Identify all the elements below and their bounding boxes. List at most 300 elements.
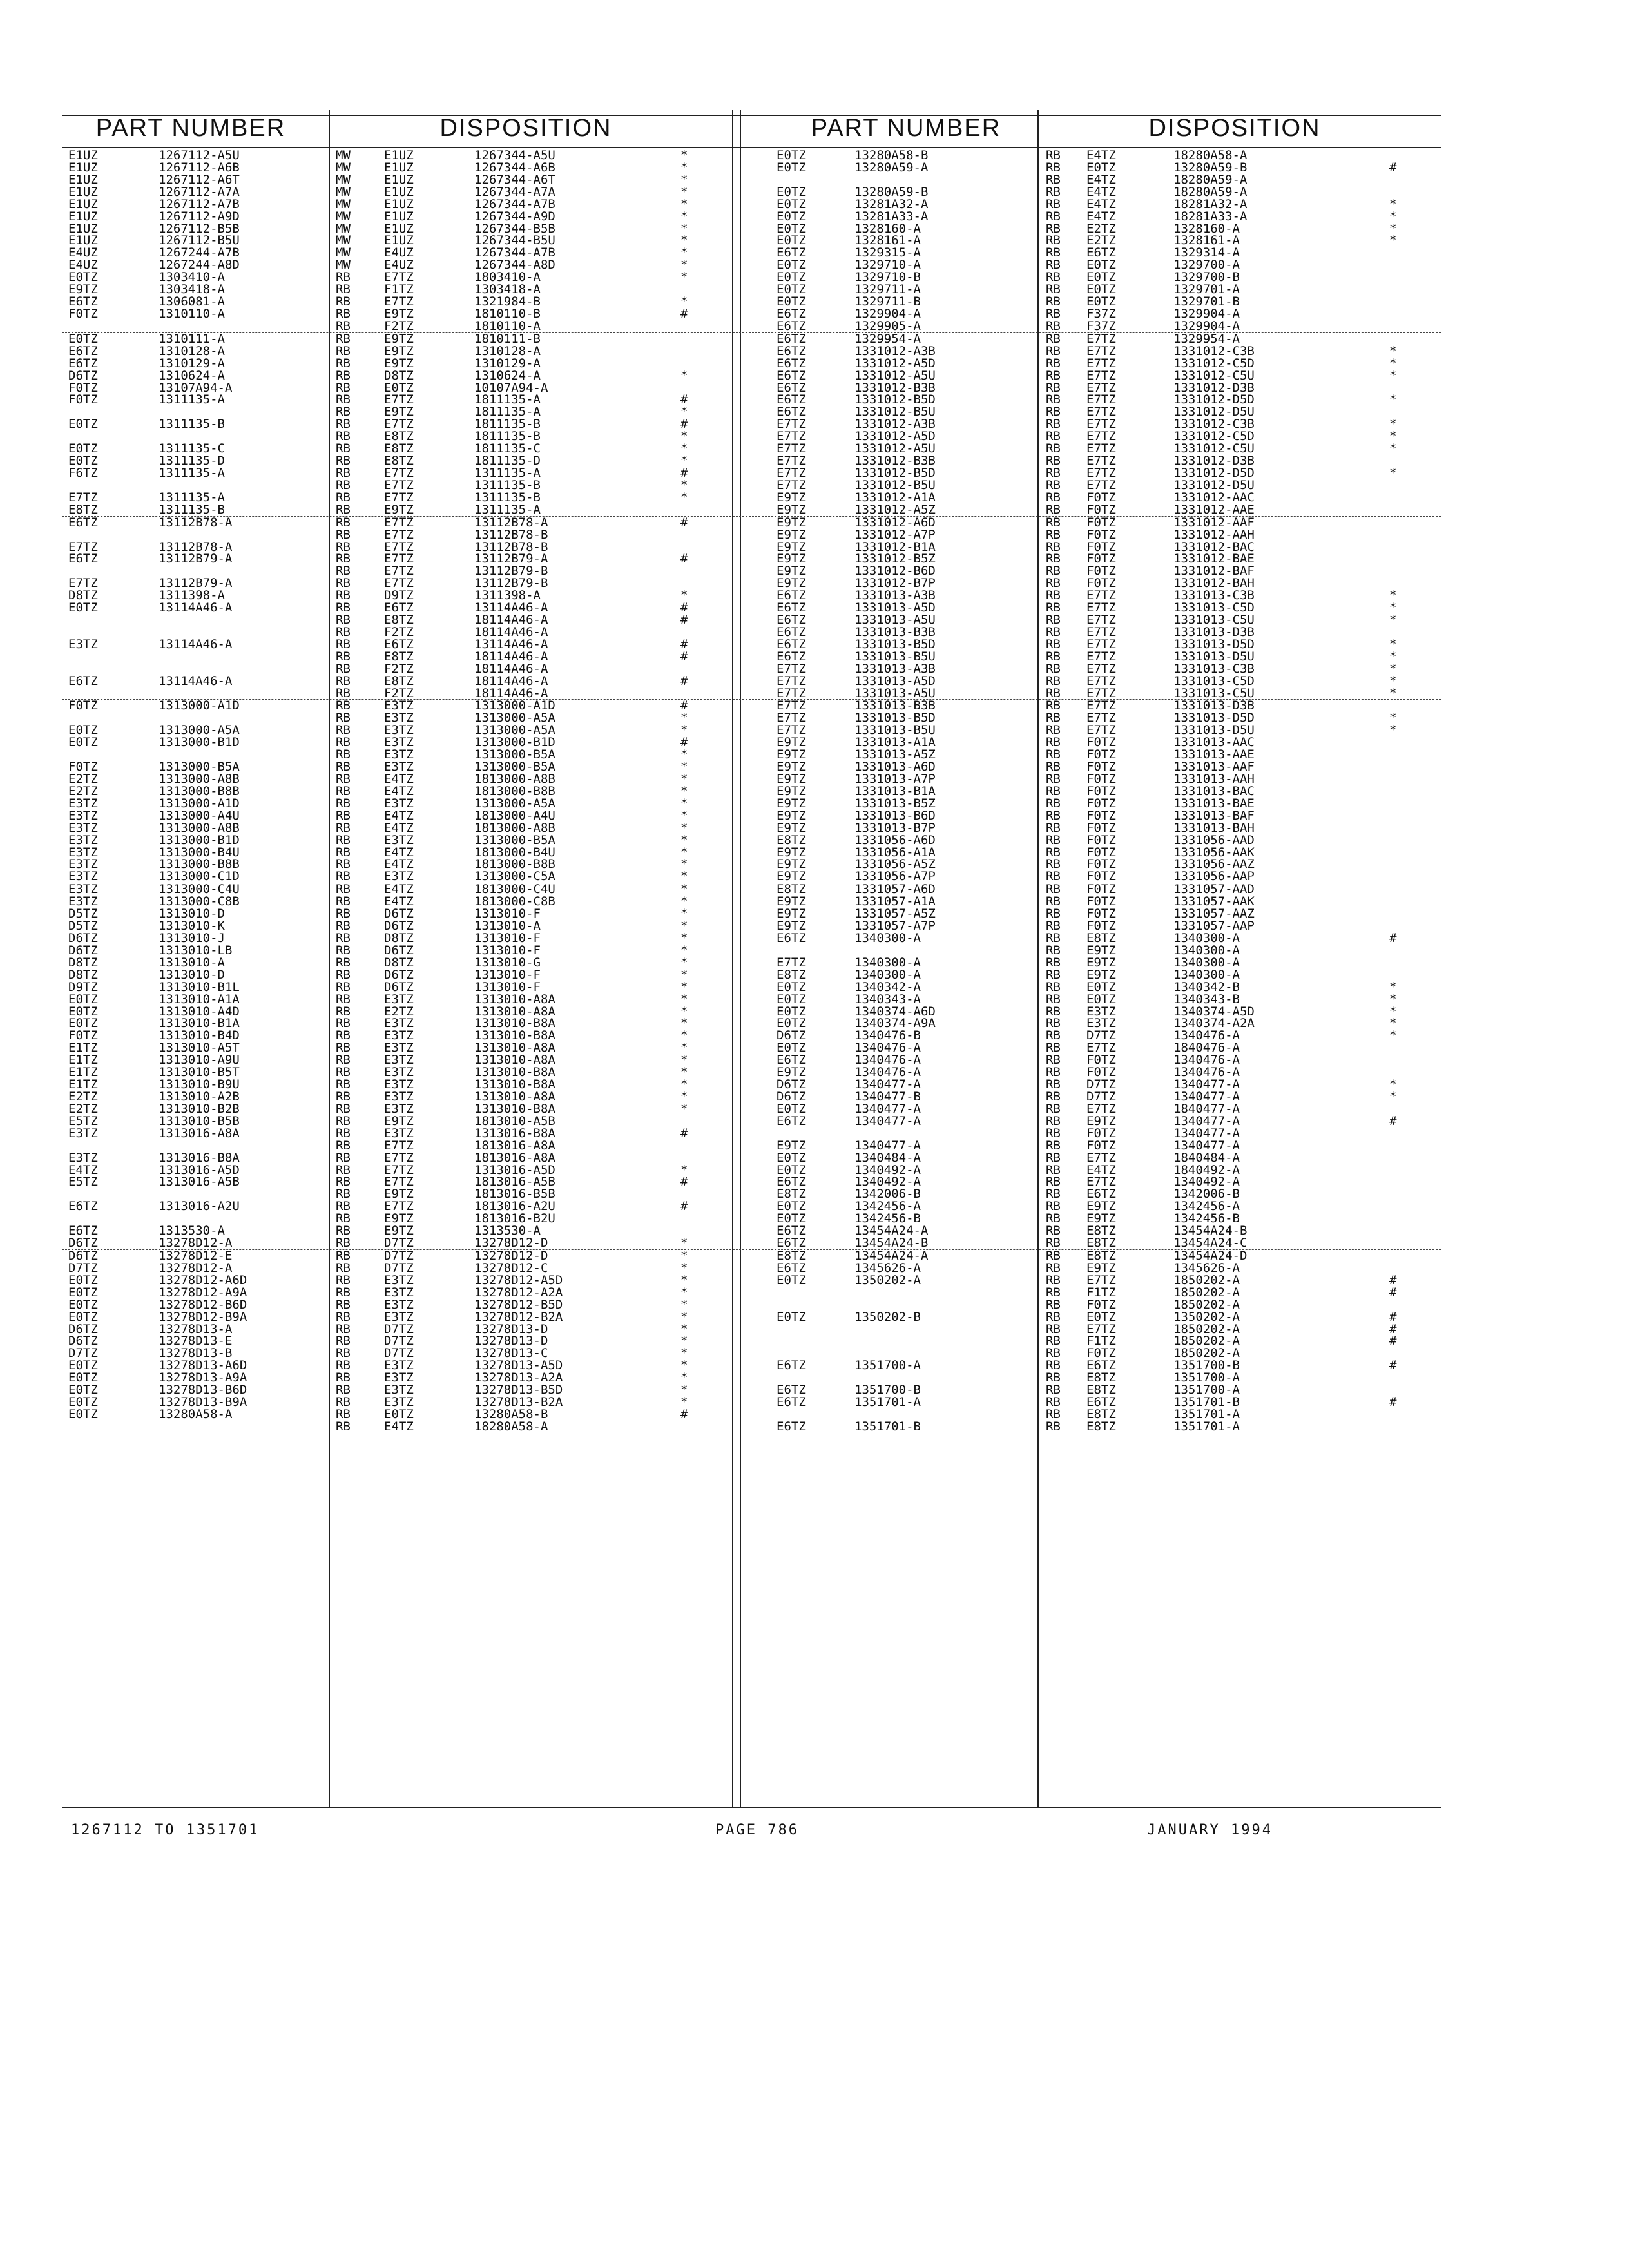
left-disp-prefix: F1TZ	[384, 282, 414, 297]
right-prefix: E8TZ	[776, 1187, 806, 1202]
right-disp-prefix: E7TZ	[1086, 477, 1116, 492]
left-code: RB	[336, 527, 351, 542]
left-disp-prefix: D8TZ	[384, 368, 414, 383]
right-disp-prefix: E7TZ	[1086, 698, 1116, 713]
left-prefix: E1UZ	[68, 197, 98, 211]
left-disp-part: 13278D13-D	[474, 1334, 548, 1349]
table-row	[62, 186, 1441, 198]
left-part-number: 13112B78-A	[159, 515, 233, 530]
right-disp-part: 1331013-D5U	[1173, 649, 1255, 664]
right-disp-part: 1331013-D5D	[1173, 711, 1255, 726]
left-code: RB	[336, 882, 351, 897]
right-disp-prefix: D7TZ	[1086, 1028, 1116, 1043]
left-disp-part: 18114A46-A	[474, 673, 548, 688]
left-code: RB	[336, 392, 351, 407]
right-disp-part: 1331012-BAF	[1173, 564, 1255, 579]
left-prefix: E1TZ	[68, 1041, 98, 1055]
left-disp-prefix: E9TZ	[384, 1113, 414, 1128]
right-prefix: E7TZ	[776, 711, 806, 726]
left-disp-part: 1267344-A7B	[474, 245, 555, 260]
right-code: RB	[1046, 808, 1061, 823]
right-mark: *	[1389, 1016, 1397, 1031]
right-mark: #	[1389, 931, 1397, 945]
left-code: RB	[336, 1224, 351, 1238]
right-mark: *	[1389, 1089, 1397, 1104]
right-disp-part: 1331057-AAP	[1173, 919, 1255, 934]
left-mark: *	[680, 1236, 688, 1251]
table-row	[62, 516, 1441, 529]
right-disp-prefix: E8TZ	[1086, 1248, 1116, 1263]
right-code: RB	[1046, 417, 1061, 432]
right-disp-prefix: F0TZ	[1086, 564, 1116, 579]
left-disp-prefix: E3TZ	[384, 1101, 414, 1116]
footer-range: 1267112 TO 1351701	[71, 1822, 260, 1838]
left-code: RB	[336, 1297, 351, 1312]
left-mark: *	[680, 1285, 688, 1300]
left-code: RB	[336, 907, 351, 921]
left-code: RB	[336, 1199, 351, 1214]
left-mark: *	[680, 832, 688, 847]
left-prefix: E0TZ	[68, 723, 98, 738]
left-part-number: 1306081-A	[159, 294, 225, 309]
left-prefix: E3TZ	[68, 808, 98, 823]
right-part-number: 1331013-B7P	[854, 820, 936, 835]
right-disp-prefix: E7TZ	[1086, 624, 1116, 639]
right-part-number: 1331012-A5U	[854, 368, 936, 383]
right-code: RB	[1046, 1346, 1061, 1361]
right-disp-prefix: E0TZ	[1086, 979, 1116, 994]
right-disp-part: 1331056-AAK	[1173, 845, 1255, 860]
right-part-number: 1340476-A	[854, 1053, 921, 1068]
right-prefix: E0TZ	[776, 1211, 806, 1226]
left-disp-prefix: E8TZ	[384, 613, 414, 628]
right-prefix: E8TZ	[776, 967, 806, 982]
left-code: RB	[336, 405, 351, 419]
right-prefix: E0TZ	[776, 209, 806, 224]
right-mark: *	[1389, 368, 1397, 383]
right-code: RB	[1046, 1162, 1061, 1177]
left-part-number: 1311135-B	[159, 417, 225, 432]
right-disp-part: 13280A59-B	[1173, 160, 1248, 175]
left-mark: *	[680, 772, 688, 787]
right-disp-prefix: E7TZ	[1086, 429, 1116, 444]
left-disp-prefix: E3TZ	[384, 992, 414, 1006]
left-disp-prefix: E7TZ	[384, 392, 414, 407]
right-code: RB	[1046, 760, 1061, 774]
right-disp-part: 1329904-A	[1173, 306, 1240, 321]
right-code: RB	[1046, 539, 1061, 554]
right-disp-part: 1331013-C5U	[1173, 613, 1255, 628]
left-disp-part: 1311398-A	[474, 588, 541, 603]
left-disp-prefix: E3TZ	[384, 1370, 414, 1385]
right-disp-prefix: E7TZ	[1086, 343, 1116, 358]
left-mark: #	[680, 735, 688, 750]
right-part-number: 13281A32-A	[854, 197, 929, 211]
right-disp-part: 1328161-A	[1173, 233, 1240, 248]
left-disp-prefix: E4TZ	[384, 894, 414, 909]
left-disp-prefix: E7TZ	[384, 1138, 414, 1153]
left-disp-part: 13112B78-B	[474, 527, 548, 542]
right-mark: #	[1389, 1395, 1397, 1410]
left-mark: *	[680, 747, 688, 762]
left-part-number: 13278D12-A6D	[159, 1273, 247, 1287]
right-disp-part: 1350202-A	[1173, 1309, 1240, 1324]
right-code: RB	[1046, 894, 1061, 909]
table-row	[62, 675, 1441, 687]
right-part-number: 1331013-B5U	[854, 723, 936, 738]
left-prefix: E1TZ	[68, 1065, 98, 1080]
left-disp-prefix: E1UZ	[384, 233, 414, 248]
right-code: RB	[1046, 343, 1061, 358]
left-disp-part: 1267344-B5U	[474, 233, 555, 248]
table-row	[62, 687, 1441, 700]
left-mark: *	[680, 907, 688, 921]
left-part-number: 1267112-A9D	[159, 209, 240, 224]
left-mark: #	[680, 1175, 688, 1189]
right-code: RB	[1046, 955, 1061, 970]
right-code: RB	[1046, 527, 1061, 542]
right-code: RB	[1046, 576, 1061, 591]
right-code: RB	[1046, 1211, 1061, 1226]
left-disp-part: 1313010-A8A	[474, 1004, 555, 1019]
left-mark: *	[680, 783, 688, 798]
left-part-number: 1267112-A5U	[159, 148, 240, 162]
left-disp-prefix: E1UZ	[384, 209, 414, 224]
left-disp-part: 1267344-A6B	[474, 160, 555, 175]
right-part-number: 1331012-B1A	[854, 539, 936, 554]
left-code: RB	[336, 368, 351, 383]
left-disp-prefix: E3TZ	[384, 1016, 414, 1031]
left-disp-part: 1813000-A4U	[474, 808, 555, 823]
left-mark: *	[680, 1395, 688, 1410]
right-disp-part: 1331013-AAF	[1173, 760, 1255, 774]
left-prefix: D8TZ	[68, 955, 98, 970]
left-mark: *	[680, 221, 688, 236]
left-part-number: 1313016-A5D	[159, 1162, 240, 1177]
right-disp-part: 1342456-A	[1173, 1199, 1240, 1214]
left-code: RB	[336, 1113, 351, 1128]
right-part-number: 13454A24-A	[854, 1248, 929, 1263]
right-disp-prefix: E7TZ	[1086, 417, 1116, 432]
left-part-number: 1313016-B8A	[159, 1150, 240, 1165]
left-mark: *	[680, 429, 688, 444]
right-code: RB	[1046, 723, 1061, 738]
right-code: RB	[1046, 1407, 1061, 1421]
right-prefix: E7TZ	[776, 429, 806, 444]
right-code: RB	[1046, 441, 1061, 456]
right-disp-part: 1331013-D3B	[1173, 698, 1255, 713]
right-mark: #	[1389, 1273, 1397, 1287]
right-disp-prefix: F0TZ	[1086, 783, 1116, 798]
left-mark: *	[680, 979, 688, 994]
right-part-number: 1331012-B5Z	[854, 552, 936, 566]
right-disp-prefix: E4TZ	[1086, 172, 1116, 187]
right-disp-prefix: E0TZ	[1086, 282, 1116, 297]
left-code: RB	[336, 441, 351, 456]
right-disp-prefix: E6TZ	[1086, 1358, 1116, 1373]
left-code: RB	[336, 331, 351, 346]
right-prefix: E6TZ	[776, 1260, 806, 1275]
table-row	[62, 479, 1441, 492]
right-disp-part: 1351701-A	[1173, 1419, 1240, 1434]
right-disp-part: 1331013-D5D	[1173, 637, 1255, 651]
right-disp-prefix: F0TZ	[1086, 894, 1116, 909]
right-disp-prefix: E7TZ	[1086, 356, 1116, 370]
left-disp-prefix: E4TZ	[384, 882, 414, 897]
left-disp-prefix: F2TZ	[384, 624, 414, 639]
right-disp-prefix: E7TZ	[1086, 686, 1116, 700]
right-prefix: E6TZ	[776, 245, 806, 260]
right-code: RB	[1046, 931, 1061, 945]
right-prefix: E0TZ	[776, 1162, 806, 1177]
right-disp-part: 1331012-C3B	[1173, 343, 1255, 358]
right-code: RB	[1046, 1028, 1061, 1043]
left-disp-part: 1313010-A8A	[474, 1041, 555, 1055]
right-code: RB	[1046, 429, 1061, 444]
right-prefix: E0TZ	[776, 160, 806, 175]
right-mark: #	[1389, 1285, 1397, 1300]
left-code: RB	[336, 477, 351, 492]
left-prefix: E1UZ	[68, 233, 98, 248]
left-prefix: D7TZ	[68, 1346, 98, 1361]
left-code: RB	[336, 649, 351, 664]
header-part-number-left: PART NUMBER	[95, 115, 286, 142]
right-part-number: 1331056-A1A	[854, 845, 936, 860]
right-prefix: E9TZ	[776, 820, 806, 835]
table-row	[62, 529, 1441, 541]
right-prefix: E0TZ	[776, 233, 806, 248]
right-mark: *	[1389, 686, 1397, 700]
right-part-number: 13280A58-B	[854, 148, 929, 162]
table-row	[62, 870, 1441, 883]
table-row	[62, 370, 1441, 382]
right-prefix: E9TZ	[776, 527, 806, 542]
left-disp-prefix: E4UZ	[384, 245, 414, 260]
left-code: RB	[336, 1089, 351, 1104]
left-disp-part: 1311135-A	[474, 502, 541, 517]
left-part-number: 1310624-A	[159, 368, 225, 383]
left-prefix: E1TZ	[68, 1053, 98, 1068]
right-code: RB	[1046, 1370, 1061, 1385]
right-prefix: E9TZ	[776, 907, 806, 921]
right-disp-part: 1331013-D5U	[1173, 723, 1255, 738]
left-disp-part: 1313010-A	[474, 919, 541, 934]
right-prefix: E8TZ	[776, 832, 806, 847]
right-prefix: E0TZ	[776, 282, 806, 297]
right-disp-part: 1340343-B	[1173, 992, 1240, 1006]
left-mark: #	[680, 552, 688, 566]
right-disp-prefix: F0TZ	[1086, 857, 1116, 872]
right-disp-part: 1329904-A	[1173, 318, 1240, 333]
left-disp-part: 18114A46-A	[474, 649, 548, 664]
right-part-number: 1331012-B6D	[854, 564, 936, 579]
right-prefix: E0TZ	[776, 1309, 806, 1324]
right-part-number: 1345626-A	[854, 1260, 921, 1275]
left-code: RB	[336, 1334, 351, 1349]
right-prefix: D6TZ	[776, 1028, 806, 1043]
left-mark: *	[680, 270, 688, 285]
left-part-number: 1267112-A6T	[159, 172, 240, 187]
left-disp-part: 1313000-A5A	[474, 711, 555, 726]
left-disp-part: 1813000-C8B	[474, 894, 555, 909]
right-disp-prefix: E7TZ	[1086, 368, 1116, 383]
left-part-number: 1313000-A5A	[159, 723, 240, 738]
left-code: RB	[336, 820, 351, 835]
right-part-number: 1350202-A	[854, 1273, 921, 1287]
table-row	[62, 211, 1441, 223]
right-code: RB	[1046, 1419, 1061, 1434]
left-code: RB	[336, 1053, 351, 1068]
right-disp-prefix: E8TZ	[1086, 1236, 1116, 1251]
left-code: RB	[336, 1358, 351, 1373]
right-prefix: E6TZ	[776, 1053, 806, 1068]
right-prefix: E9TZ	[776, 808, 806, 823]
right-part-number: 1340476-A	[854, 1065, 921, 1080]
right-disp-prefix: F0TZ	[1086, 576, 1116, 591]
right-code: RB	[1046, 1273, 1061, 1287]
right-disp-prefix: E7TZ	[1086, 637, 1116, 651]
right-code: RB	[1046, 331, 1061, 346]
right-part-number: 1351700-B	[854, 1383, 921, 1398]
right-code: RB	[1046, 270, 1061, 285]
right-disp-part: 1340476-A	[1173, 1053, 1240, 1068]
left-disp-part: 1811135-B	[474, 417, 541, 432]
right-part-number: 1331012-A1A	[854, 490, 936, 505]
right-disp-prefix: F0TZ	[1086, 820, 1116, 835]
right-mark: *	[1389, 197, 1397, 211]
left-prefix: D8TZ	[68, 967, 98, 982]
right-prefix: E9TZ	[776, 760, 806, 774]
right-disp-prefix: E7TZ	[1086, 723, 1116, 738]
left-disp-prefix: E9TZ	[384, 405, 414, 419]
left-disp-part: 1811135-D	[474, 454, 541, 468]
right-part-number: 1331013-A5Z	[854, 747, 936, 762]
right-mark: *	[1389, 979, 1397, 994]
left-prefix: E7TZ	[68, 576, 98, 591]
left-code: RB	[336, 1273, 351, 1287]
right-disp-prefix: E4TZ	[1086, 197, 1116, 211]
left-disp-prefix: E3TZ	[384, 1065, 414, 1080]
left-disp-part: 1813016-B5B	[474, 1187, 555, 1202]
right-prefix: E9TZ	[776, 1138, 806, 1153]
left-disp-part: 1813016-A8A	[474, 1150, 555, 1165]
right-code: RB	[1046, 1113, 1061, 1128]
left-code: RB	[336, 429, 351, 444]
right-part-number: 1331012-B3B	[854, 380, 936, 395]
left-disp-prefix: D6TZ	[384, 907, 414, 921]
right-disp-prefix: D7TZ	[1086, 1077, 1116, 1092]
left-prefix: E0TZ	[68, 270, 98, 285]
left-disp-part: 1267344-B5B	[474, 221, 555, 236]
right-disp-part: 1331012-D5D	[1173, 392, 1255, 407]
right-disp-part: 1331057-AAZ	[1173, 907, 1255, 921]
table-row	[62, 1103, 1441, 1115]
right-part-number: 1331012-A6D	[854, 515, 936, 530]
left-disp-prefix: E3TZ	[384, 796, 414, 811]
right-mark: *	[1389, 673, 1397, 688]
right-part-number: 1340300-A	[854, 967, 921, 982]
right-code: RB	[1046, 967, 1061, 982]
left-prefix: E3TZ	[68, 894, 98, 909]
left-disp-prefix: E7TZ	[384, 539, 414, 554]
left-disp-prefix: E3TZ	[384, 1358, 414, 1373]
right-disp-prefix: E0TZ	[1086, 294, 1116, 309]
left-mark: *	[680, 1260, 688, 1275]
right-part-number: 1331012-B3B	[854, 454, 936, 468]
right-code: RB	[1046, 490, 1061, 505]
right-prefix: E9TZ	[776, 845, 806, 860]
right-disp-part: 1840492-A	[1173, 1162, 1240, 1177]
right-code: RB	[1046, 943, 1061, 957]
right-code: RB	[1046, 686, 1061, 700]
left-disp-part: 1813000-A8B	[474, 772, 555, 787]
left-disp-part: 13278D12-C	[474, 1260, 548, 1275]
right-disp-prefix: E7TZ	[1086, 1041, 1116, 1055]
header-disposition-left: DISPOSITION	[439, 115, 612, 142]
right-disp-prefix: F1TZ	[1086, 1285, 1116, 1300]
right-code: RB	[1046, 1395, 1061, 1410]
right-code: RB	[1046, 392, 1061, 407]
header-disposition-right: DISPOSITION	[1148, 115, 1321, 142]
table-row	[62, 945, 1441, 957]
left-disp-prefix: E3TZ	[384, 1395, 414, 1410]
left-disp-prefix: E3TZ	[384, 760, 414, 774]
right-code: RB	[1046, 233, 1061, 248]
right-prefix: E7TZ	[776, 686, 806, 700]
left-part-number: 13278D12-B6D	[159, 1297, 247, 1312]
left-prefix: E4TZ	[68, 1162, 98, 1177]
right-disp-part: 1340492-A	[1173, 1175, 1240, 1189]
left-disp-part: 1313010-F	[474, 967, 541, 982]
left-code: RB	[336, 955, 351, 970]
left-mark: *	[680, 1028, 688, 1043]
left-code: RB	[336, 1065, 351, 1080]
left-part-number: 1313000-A1D	[159, 796, 240, 811]
right-disp-prefix: E9TZ	[1086, 955, 1116, 970]
right-code: RB	[1046, 637, 1061, 651]
left-code: RB	[336, 1004, 351, 1019]
left-disp-part: 1811135-A	[474, 405, 541, 419]
left-disp-prefix: E3TZ	[384, 747, 414, 762]
left-disp-part: 1813010-A5B	[474, 1113, 555, 1128]
left-disp-part: 1311135-B	[474, 477, 541, 492]
left-disp-prefix: E4TZ	[384, 845, 414, 860]
left-prefix: E1UZ	[68, 172, 98, 187]
right-code: RB	[1046, 832, 1061, 847]
right-disp-prefix: E8TZ	[1086, 1370, 1116, 1385]
left-disp-prefix: E4TZ	[384, 808, 414, 823]
right-code: RB	[1046, 588, 1061, 603]
right-disp-part: 1340374-A5D	[1173, 1004, 1255, 1019]
left-code: RB	[336, 1383, 351, 1398]
right-part-number: 1340477-A	[854, 1113, 921, 1128]
right-disp-part: 1331057-AAK	[1173, 894, 1255, 909]
right-disp-part: 1840476-A	[1173, 1041, 1240, 1055]
right-disp-prefix: E7TZ	[1086, 1150, 1116, 1165]
right-disp-prefix: E8TZ	[1086, 931, 1116, 945]
right-disp-part: 1329314-A	[1173, 245, 1240, 260]
right-code: RB	[1046, 1053, 1061, 1068]
right-mark: #	[1389, 1113, 1397, 1128]
right-part-number: 1331012-A5Z	[854, 502, 936, 517]
left-part-number: 1313000-B1D	[159, 832, 240, 847]
left-disp-part: 13278D12-A2A	[474, 1285, 563, 1300]
left-disp-prefix: E9TZ	[384, 1187, 414, 1202]
left-part-number: 13107A94-A	[159, 380, 233, 395]
right-mark: *	[1389, 343, 1397, 358]
right-disp-part: 1342006-B	[1173, 1187, 1240, 1202]
right-part-number: 1329711-B	[854, 294, 921, 309]
